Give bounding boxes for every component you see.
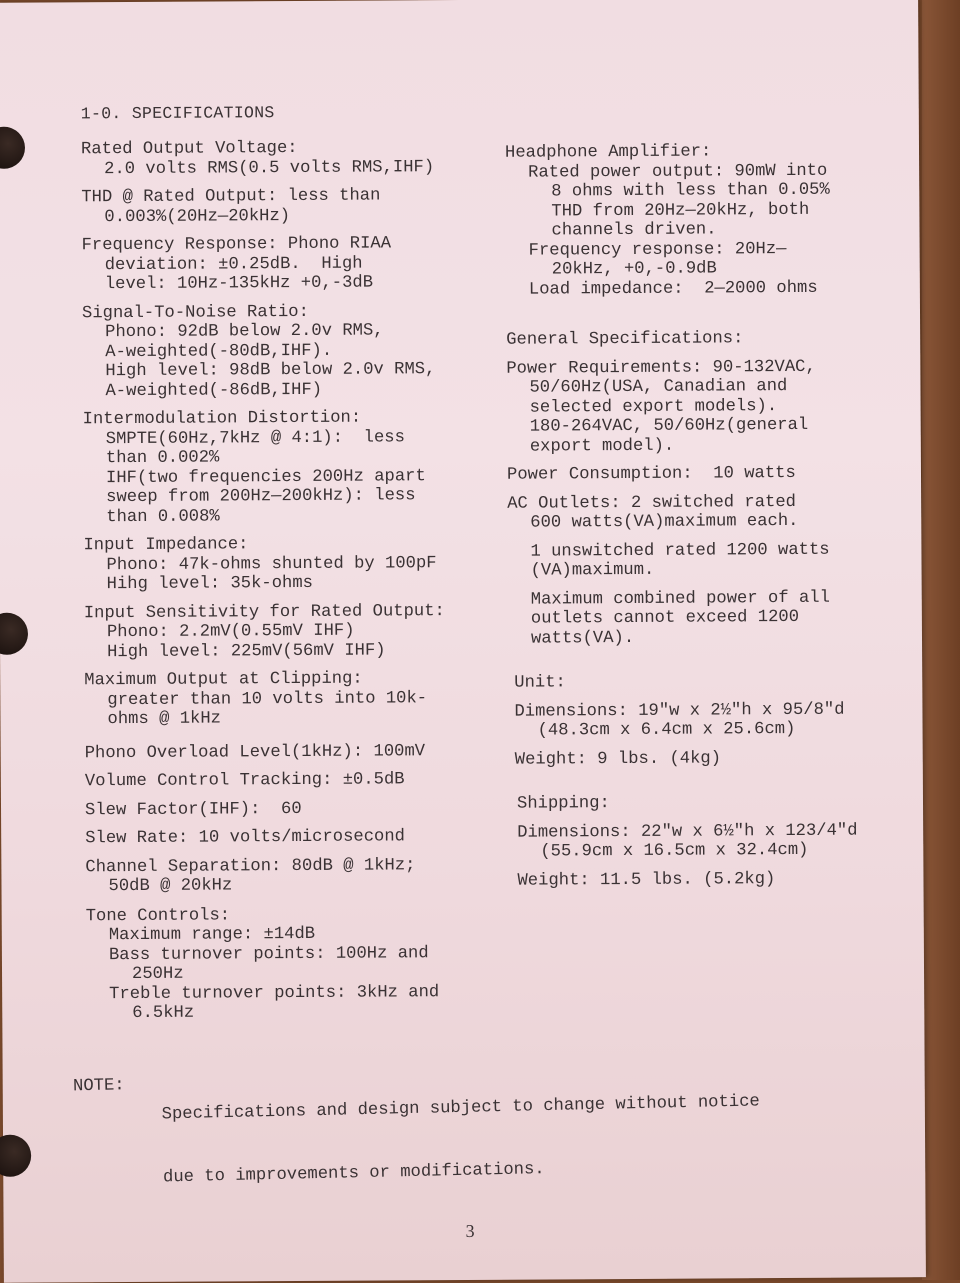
spec-power-consumption (507, 463, 907, 485)
spec-value: Phono: 92dB below 2.0v RMS, (105, 321, 384, 343)
spec-value: 20kHz, +0,-0.9dB (551, 259, 717, 280)
note-text (161, 1049, 763, 1230)
spec-label: Frequency Response: Phono RIAA (81, 234, 392, 256)
spec-text: Volume Control Tracking: ±0.5dB (84, 770, 405, 792)
spec-label: Tone Controls: (85, 905, 231, 926)
left-column (81, 138, 506, 1033)
spec-value: (VA)maximum. (530, 560, 655, 581)
spec-label: Input Sensitivity for Rated Output: (83, 601, 445, 623)
spec-input-sensitivity (84, 601, 504, 662)
spec-label: Intermodulation Distortion: (82, 408, 362, 430)
spec-value: level: 10Hz-135kHz +0,-3dB (104, 273, 374, 295)
spec-shipping-weight (509, 869, 909, 891)
spec-text: Weight: 9 lbs. (4kg) (514, 748, 722, 770)
spec-value: SMPTE(60Hz,7kHz @ 4:1): less (105, 427, 405, 449)
spec-value: 50/60Hz(USA, Canadian and (529, 377, 788, 398)
spec-value: Load impedance: 2—2000 ohms (528, 278, 818, 300)
spec-value: outlets cannot exceed 1200 (530, 607, 800, 629)
spec-value: 6.5kHz (132, 1003, 195, 1024)
spec-value: 250Hz (131, 964, 184, 985)
spec-power-requirements (506, 357, 907, 457)
spec-value: High level: 98dB below 2.0v RMS, (105, 360, 436, 382)
section-subheading: Unit: (514, 673, 566, 693)
spec-text: Slew Factor(IHF): 60 (84, 799, 302, 820)
note-block (72, 1046, 893, 1188)
spec-value: THD from 20Hz—20kHz, both (551, 200, 810, 221)
spec-value: Bass turnover points: 100Hz and (108, 943, 429, 965)
spec-value: Phono: 47k-ohms shunted by 100pF (106, 553, 437, 575)
spec-label: Input Impedance: (83, 535, 249, 556)
spec-frequency-response (82, 234, 502, 295)
spec-thd (81, 186, 501, 228)
spec-value: sweep from 200Hz—200kHz): less (106, 486, 416, 508)
spec-label: Signal-To-Noise Ratio: (81, 302, 309, 323)
spec-value: (48.3cm x 6.4cm x 25.6cm) (537, 719, 796, 741)
spec-label: Maximum Output at Clipping: (84, 669, 363, 691)
page-number: 3 (465, 1220, 475, 1241)
spec-text: Weight: 11.5 lbs. (5.2kg) (517, 869, 776, 891)
spec-value: 8 ohms with less than 0.05% (551, 180, 830, 202)
general-specifications-title (506, 328, 906, 350)
spec-value: Treble turnover points: 3kHz and (109, 982, 440, 1004)
section-heading: 1-0. SPECIFICATIONS (80, 103, 275, 124)
spec-value: Rated power output: 90mW into (528, 161, 828, 183)
spec-shipping-dimensions (509, 821, 909, 862)
spec-text: Phono Overload Level(1kHz): 100mV (84, 741, 426, 763)
spec-slew-rate (85, 827, 505, 849)
spec-label: AC Outlets: 2 switched rated (507, 492, 797, 514)
spec-value: Maximum combined power of all (530, 588, 830, 610)
section-subheading: Shipping: (516, 794, 610, 814)
spec-text: Power Consumption: 10 watts (506, 463, 796, 485)
spec-unit-dimensions (508, 700, 908, 741)
spec-label: Power Requirements: 90-132VAC, (506, 357, 816, 379)
spec-unit-weight (509, 748, 909, 770)
spec-value: watts(VA). (530, 628, 635, 649)
spec-label: Channel Separation: 80dB @ 1kHz; (85, 855, 416, 877)
spec-input-impedance (83, 534, 503, 595)
spec-value: channels driven. (551, 220, 717, 241)
spec-value: than 0.008% (106, 506, 220, 527)
spec-value: 600 watts(VA)maximum each. (530, 511, 799, 533)
spec-value: A-weighted(-86dB,IHF) (105, 380, 323, 401)
spec-value: export model). (529, 436, 675, 457)
spec-ac-outlets (507, 492, 907, 533)
spec-value: Maximum range: ±14dB (108, 924, 316, 946)
spec-value: ohms @ 1kHz (107, 709, 222, 730)
spec-value: 1 unswitched rated 1200 watts (530, 540, 830, 562)
note-line: Specifications and design subject to change without notice (161, 1092, 761, 1125)
spec-value: 0.003%(20Hz—20kHz) (104, 206, 291, 227)
spec-value: Frequency response: 20Hz— (528, 239, 787, 261)
spec-value: IHF(two frequencies 200Hz apart (105, 466, 426, 488)
spec-value: A-weighted(-80dB,IHF). (105, 341, 333, 362)
spec-rated-output-voltage (81, 138, 501, 180)
right-column (505, 141, 910, 899)
spec-label: THD @ Rated Output: less than (81, 186, 381, 208)
spec-value: greater than 10 volts into 10k- (107, 688, 428, 710)
spec-tone-controls (86, 904, 507, 1024)
spec-value: Phono: 2.2mV(0.55mV IHF) (106, 621, 355, 643)
spec-value: High level: 225mV(56mV IHF) (107, 640, 386, 662)
shipping-title (509, 792, 909, 814)
spec-label: Dimensions: 22"w x 6½"h x 123/4"d (517, 821, 858, 843)
spec-value: deviation: ±0.25dB. High (104, 254, 363, 275)
spec-max-combined-power (508, 588, 908, 649)
spec-channel-separation (85, 855, 505, 897)
spec-label: Dimensions: 19"w x 2½"h x 95/8"d (514, 700, 845, 722)
spec-phono-overload (85, 741, 505, 763)
note-label: NOTE: (72, 1076, 125, 1097)
spec-signal-to-noise (82, 301, 503, 401)
spec-value: 180-264VAC, 50/60Hz(general (529, 415, 809, 437)
spec-value: (55.9cm x 16.5cm x 32.4cm) (540, 840, 809, 862)
spec-value: 2.0 volts RMS(0.5 volts RMS,IHF) (104, 157, 435, 179)
background-edge (922, 0, 960, 1280)
spec-value: selected export models). (529, 396, 778, 418)
spec-label: Rated Output Voltage: (80, 138, 298, 160)
unit-title (508, 671, 908, 693)
spec-headphone-amplifier (505, 141, 906, 299)
spec-volume-tracking (85, 770, 505, 792)
spec-label: Headphone Amplifier: (504, 142, 712, 163)
spec-value: Hihg level: 35k-ohms (106, 573, 314, 595)
section-subheading: General Specifications: (506, 329, 744, 350)
spec-intermodulation (83, 408, 504, 528)
spec-text: Slew Rate: 10 volts/microsecond (85, 827, 406, 849)
spec-slew-factor (85, 798, 505, 820)
spec-unswitched-outlet (507, 540, 907, 581)
spec-value: than 0.002% (105, 448, 220, 469)
note-line: due to improvements or modifications. (162, 1160, 545, 1188)
spec-value: 50dB @ 20kHz (108, 876, 233, 897)
spec-max-output (84, 669, 504, 730)
